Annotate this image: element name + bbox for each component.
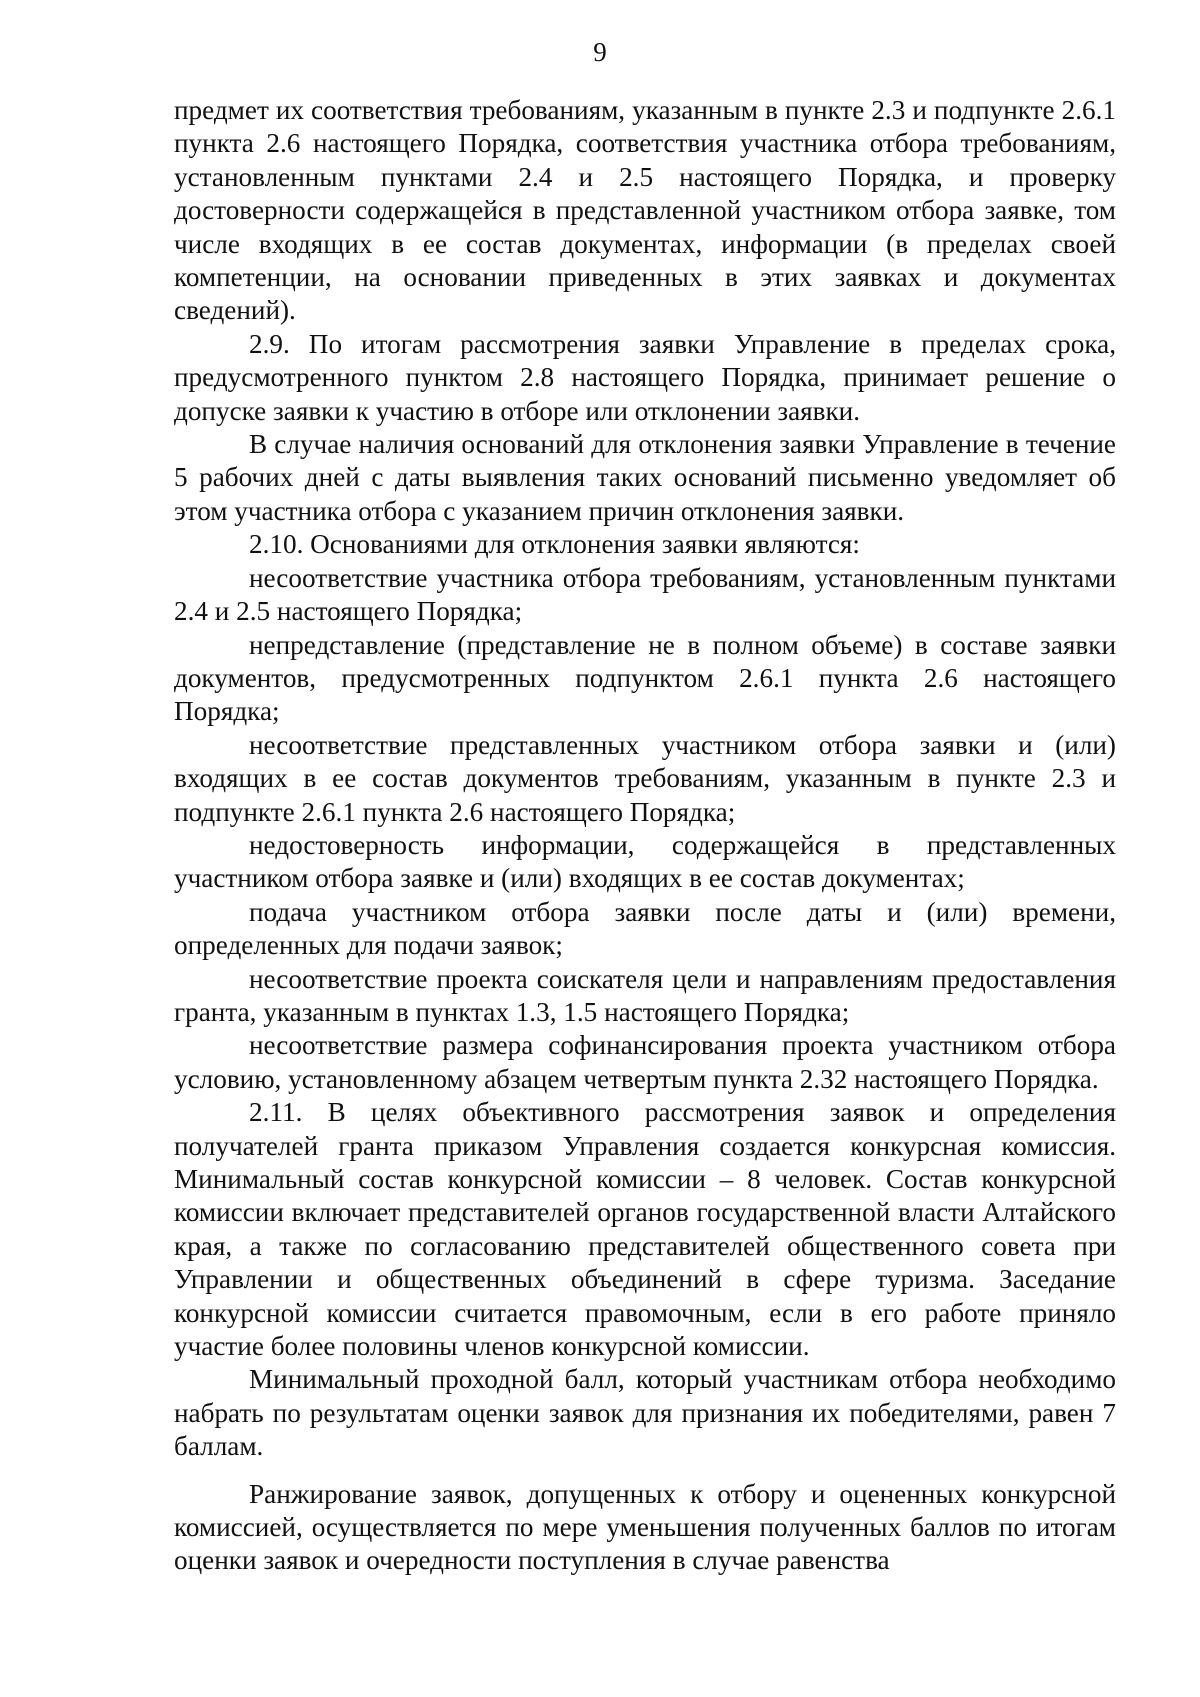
document-body	[174, 94, 1116, 1578]
list-item-rejection-ground: несоответствие представленных участником отбора заявки и (или) входящих в ее состав документов требованиям, указанным в пункте 2.3 и подпункте 2.6.1 пункта 2.6 настоящего Порядка;	[174, 729, 1116, 827]
list-item-rejection-ground: недостоверность информации, содержащейся в представленных участником отбора заявке и (или) входящих в ее состав документах;	[174, 829, 1116, 894]
page-number: 9	[593, 37, 607, 67]
list-item-rejection-ground: несоответствие проекта соискателя цели и направлениям предоставления гранта, указанным в пунктах 1.3, 1.5 настоящего Порядка;	[174, 963, 1116, 1027]
list-item-rejection-ground: непредставление (представление не в полном объеме) в составе заявки документов, предусмотренных подпунктом 2.6.1 пункта 2.6 настоящего Порядка;	[174, 629, 1116, 727]
list-item-rejection-ground: несоответствие участника отбора требованиям, установленным пунктами 2.4 и 2.5 настоящего Порядка;	[174, 562, 1116, 627]
paragraph-minimum-score: Минимальный проходной балл, который участникам отбора необходимо набрать по результатам оценки заявок для признания их победителями, равен 7 баллам.	[174, 1364, 1116, 1462]
paragraph-continuation: предмет их соответствия требованиям, указанным в пункте 2.3 и подпункте 2.6.1 пункта 2.6 настоящего Порядка, соответствия участника отбора требованиям, установленным пунктами 2.4 и 2.5 настоящего Порядка, и проверку достоверности содержащейся в представленной участником отбора заявке, том числе входящих в ее состав документах, информации (в пределах своей компетенции, на основании приведенных в этих заявках и документах сведений).	[174, 95, 1116, 326]
paragraph-2-11: 2.11. В целях объективного рассмотрения заявок и определения получателей гранта приказом Управления создается конкурсная комиссия. Минимальный состав конкурсной комиссии – 8 человек. Состав конкурсной комиссии включает представителей органов государственной власти Алтайского края, а также по согласованию представителей общественного совета при Управлении и общественных объединений в сфере туризма. Заседание конкурсной комиссии считается правомочным, если в его работе приняло участие более половины членов конкурсной комиссии.	[174, 1097, 1116, 1362]
paragraph-ranking: Ранжирование заявок, допущенных к отбору и оцененных конкурсной комиссией, осуществляется по мере уменьшения полученных баллов по итогам оценки заявок и очередности поступления в случае равенства	[174, 1478, 1116, 1576]
list-item-rejection-ground: подача участником отбора заявки после даты и (или) времени, определенных для подачи заявок;	[174, 896, 1116, 961]
paragraph-rejection-notice: В случае наличия оснований для отклонения заявки Управление в течение 5 рабочих дней с даты выявления таких оснований письменно уведомляет об этом участника отбора с указанием причин отклонения заявки.	[174, 429, 1116, 526]
paragraph-2-9: 2.9. По итогам рассмотрения заявки Управление в пределах срока, предусмотренного пунктом 2.8 настоящего Порядка, принимает решение о допуске заявки к участию в отборе или отклонении заявки.	[174, 328, 1116, 426]
paragraph-2-10: 2.10. Основаниями для отклонения заявки являются:	[249, 529, 860, 560]
list-item-rejection-ground: несоответствие размера софинансирования проекта участником отбора условию, установленному абзацем четвертым пункта 2.32 настоящего Порядка.	[174, 1030, 1116, 1094]
